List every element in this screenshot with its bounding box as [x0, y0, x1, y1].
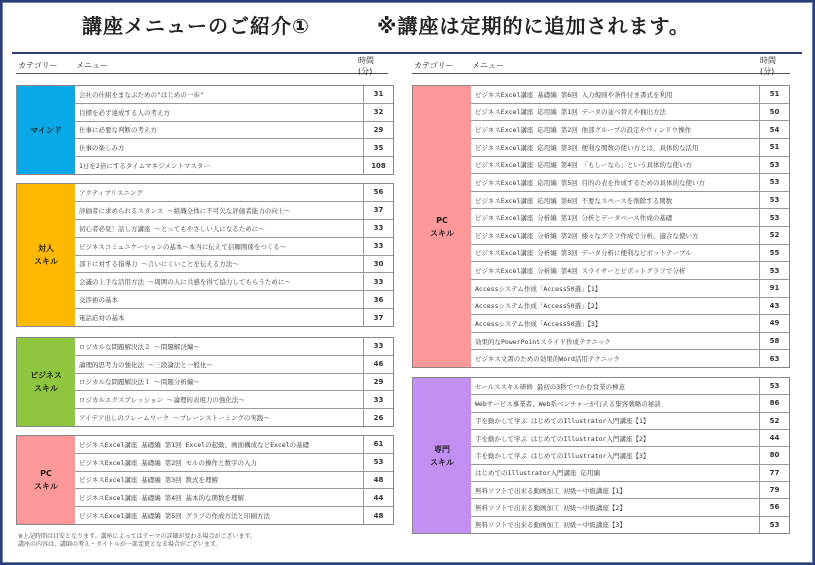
course-row: [75, 238, 393, 256]
course-duration: 91: [759, 280, 789, 297]
course-duration: 53: [759, 262, 789, 279]
course-row: [471, 465, 789, 482]
course-duration: 37: [363, 309, 393, 326]
course-title: アイデア出しのフレームワーク ～ブレーンストーミングの実践～: [79, 414, 270, 423]
course-duration: 53: [759, 517, 789, 533]
course-row: [471, 192, 789, 210]
course-rows: [75, 86, 393, 174]
course-duration: 43: [759, 298, 789, 315]
course-duration: 33: [363, 220, 393, 237]
course-duration: 51: [759, 86, 789, 103]
course-row: [471, 86, 789, 104]
course-duration: 49: [759, 315, 789, 332]
course-row: [471, 298, 789, 316]
left-section-2: [16, 337, 394, 427]
course-rows: [471, 86, 789, 367]
course-row: [471, 157, 789, 175]
course-title: 論理的思考力の強化法 ～三段論法と一般化～: [79, 360, 213, 369]
course-duration: 33: [363, 238, 393, 255]
course-title: ビジネスExcel講座 応用編 第2回 他部グループの設定やウィンドウ操作: [475, 126, 692, 135]
course-title: ビジネスコミュニケーションの基本～本当に伝えて信頼関係をつくる～: [79, 242, 287, 251]
course-row: [471, 280, 789, 298]
course-duration: 53: [759, 192, 789, 209]
course-row: [75, 507, 393, 524]
course-title: 仕事の楽しみ方: [79, 144, 125, 153]
course-title: 会社の仕組をまなぶための"はじめの一歩": [79, 90, 204, 99]
course-title: Accessシステム作成「Access50選」【1】: [475, 284, 602, 293]
course-duration: 80: [759, 447, 789, 463]
course-title: ビジネスExcel講座 分析編 第4回 スライサーとピボットグラフで分析: [475, 267, 686, 276]
course-duration: 52: [759, 227, 789, 244]
course-row: [75, 86, 393, 104]
course-duration: 51: [759, 139, 789, 156]
course-duration: 33: [363, 273, 393, 290]
course-title: ロジカルな問題解決法１ ～問題分析編～: [79, 378, 200, 387]
course-row: [471, 517, 789, 533]
category-cell: PC スキル: [413, 86, 471, 367]
course-duration: 54: [759, 121, 789, 138]
category-cell: 専門 スキル: [413, 378, 471, 533]
course-title: ビジネスExcel講座 応用編 第6回 不要なスペースを削除する関数: [475, 196, 673, 205]
course-row: [75, 309, 393, 326]
course-title: ビジネスExcel講座 分析編 第2回 様々なグラフ作成で分析、適合な使い方: [475, 231, 699, 240]
course-row: [75, 338, 393, 356]
course-row: [471, 447, 789, 464]
course-duration: 29: [363, 122, 393, 139]
course-title: ビジネスExcel講座 基礎編 第6回 入力規則や条件付き書式を利用: [475, 90, 673, 99]
course-row: [471, 262, 789, 280]
course-title: 部下に対する指導力 ～言いにくいことを伝える方法～: [79, 260, 239, 269]
course-row: [75, 184, 393, 202]
course-duration: 79: [759, 482, 789, 498]
course-row: [75, 157, 393, 174]
course-duration: 86: [759, 395, 789, 411]
course-duration: 44: [759, 430, 789, 446]
course-title: ビジネスExcel講座 基礎編 第4回 基本的な関数を理解: [79, 494, 245, 503]
course-duration: 58: [759, 333, 789, 350]
right-section-0: [412, 85, 790, 368]
course-duration: 37: [363, 202, 393, 219]
course-title: 交渉術の基本: [79, 296, 118, 305]
course-row: [471, 139, 789, 157]
course-title: ビジネスExcel講座 基礎編 第3回 数式を理解: [79, 476, 219, 485]
header-time: 時間(分): [358, 55, 374, 76]
course-duration: 52: [759, 413, 789, 429]
course-title: ビジネスExcel講座 応用編 第4回 「もしーなら」という具体的な使い方: [475, 161, 693, 170]
course-row: [75, 202, 393, 220]
right-section-1: [412, 377, 790, 534]
course-duration: 26: [363, 409, 393, 426]
course-title: 手を動かして学ぶ はじめてのIllustrator入門講座【2】: [475, 434, 650, 443]
header-category: カテゴリー: [414, 61, 454, 70]
course-duration: 56: [363, 184, 393, 201]
course-duration: 35: [363, 139, 393, 156]
course-duration: 48: [363, 507, 393, 524]
course-row: [75, 104, 393, 122]
course-duration: 108: [363, 157, 393, 174]
course-row: [75, 220, 393, 238]
course-row: [75, 374, 393, 392]
left-section-3: [16, 435, 394, 525]
course-title: ビジネス文書のための効果的Word活用テクニック: [475, 355, 620, 364]
course-row: [75, 489, 393, 507]
course-row: [471, 430, 789, 447]
course-title: 初心者必見！話し方講座 ～とってもやさしい人になるために～: [79, 224, 265, 233]
course-row: [75, 409, 393, 426]
course-title: 仕事に必要な判断の考え方: [79, 126, 157, 135]
category-cell: マインド: [17, 86, 75, 174]
left-table-header: [16, 55, 388, 76]
course-duration: 56: [759, 499, 789, 515]
course-duration: 36: [363, 291, 393, 308]
course-rows: [75, 436, 393, 524]
course-row: [75, 472, 393, 490]
footnote: ※上記時間は目安となります。講座によってはテーマの詳細が変わる場合がございます。 講座の内容は、講師の考え・タイトルが一部変更となる場合がございます。: [18, 533, 257, 548]
course-duration: 29: [363, 374, 393, 391]
course-duration: 55: [759, 245, 789, 262]
course-title: アクティブリスニング: [79, 188, 143, 197]
course-row: [75, 454, 393, 472]
course-title: 評価者に求められるスタンス ～組織全体に不可欠な評価者能力の向上～: [79, 206, 291, 215]
course-duration: 53: [363, 454, 393, 471]
left-section-1: [16, 183, 394, 327]
header-time: 時間(分): [760, 55, 776, 76]
course-duration: 53: [759, 378, 789, 394]
course-title: 無料ソフトで出来る動画加工 初級〜中級講座【1】: [475, 486, 626, 495]
course-title: ビジネスExcel講座 応用編 第1回 データの並べ替えや抽出方法: [475, 108, 667, 117]
course-title: 効果的なPowerPointスライド作成テクニック: [475, 337, 611, 346]
course-row: [471, 209, 789, 227]
course-title: ビジネスExcel講座 分析編 第1回 分析とデータベース作成の基礎: [475, 214, 673, 223]
course-duration: 30: [363, 256, 393, 273]
course-title: 手を動かして学ぶ はじめてのIllustrator入門講座【3】: [475, 451, 650, 460]
header-menu: メニュー: [472, 61, 504, 70]
course-row: [471, 315, 789, 333]
left-section-0: [16, 85, 394, 175]
course-title: はじめてのIllustrator入門講座 応用編: [475, 469, 600, 478]
course-row: [471, 121, 789, 139]
course-row: [75, 436, 393, 454]
course-title: 電話応対の基本: [79, 314, 125, 323]
course-title: ビジネスExcel講座 基礎編 第1回 Excelの起動、画面構成などExcelの基礎: [79, 440, 310, 449]
course-title: ビジネスExcel講座 応用編 第3回 便利な関数の使い方とは、具体的な活用: [475, 143, 699, 152]
course-row: [75, 291, 393, 309]
category-cell: 対人 スキル: [17, 184, 75, 326]
course-row: [75, 273, 393, 291]
course-duration: 33: [363, 391, 393, 408]
course-title: ビジネスExcel講座 基礎編 第2回 セルの操作と数字の入力: [79, 458, 258, 467]
course-duration: 50: [759, 104, 789, 121]
course-row: [471, 350, 789, 367]
course-row: [471, 245, 789, 263]
course-duration: 31: [363, 86, 393, 103]
header-category: カテゴリー: [18, 61, 58, 70]
course-row: [471, 395, 789, 412]
course-rows: [75, 184, 393, 326]
course-title: セールススキル研修 最初の3秒でつかむ営業の極意: [475, 382, 626, 391]
course-title: 目標を必ず達成する人の考え方: [79, 108, 170, 117]
right-table-header: [412, 55, 790, 76]
course-duration: 53: [759, 209, 789, 226]
course-row: [75, 391, 393, 409]
course-row: [75, 256, 393, 274]
course-row: [471, 378, 789, 395]
course-duration: 61: [363, 436, 393, 453]
course-row: [471, 104, 789, 122]
title-divider: [12, 52, 802, 54]
page-title: 講座メニューのご紹介①: [82, 14, 310, 38]
course-title: ロジカルエクスプレッション ～論理的表現力の強化法～: [79, 396, 245, 405]
course-title: ビジネスExcel講座 応用編 第5回 目的の表を作成するための具体的な使い方: [475, 178, 706, 187]
course-duration: 53: [759, 174, 789, 191]
course-duration: 77: [759, 465, 789, 481]
course-title: ビジネスExcel講座 分析編 第3回 データ分析に便利なピボットテーブル: [475, 249, 692, 258]
course-row: [75, 139, 393, 157]
header-menu: メニュー: [76, 61, 108, 70]
course-row: [471, 174, 789, 192]
course-title: 手を動かして学ぶ はじめてのIllustrator入門講座【1】: [475, 417, 650, 426]
course-title: ロジカルな問題解決法２ ～問題解決編～: [79, 342, 200, 351]
course-row: [471, 482, 789, 499]
category-cell: ビジネス スキル: [17, 338, 75, 426]
course-duration: 44: [363, 489, 393, 506]
course-row: [471, 413, 789, 430]
course-title: 会議の上手な活用方法 ～周囲の人に共感を得て協力してもらうために～: [79, 278, 291, 287]
course-title: Accessシステム作成「Access50選」【3】: [475, 319, 602, 328]
course-title: 1日を2倍にするタイムマネジメントマスター: [79, 162, 210, 171]
course-duration: 48: [363, 472, 393, 489]
page-subtitle: ※講座は定期的に追加されます。: [377, 14, 690, 38]
course-row: [471, 227, 789, 245]
course-row: [471, 499, 789, 516]
course-duration: 46: [363, 356, 393, 373]
course-row: [471, 333, 789, 351]
course-title: 無料ソフトで出来る動画加工 初級〜中級講座【3】: [475, 521, 626, 530]
course-title: Accessシステム作成「Access50選」【2】: [475, 302, 602, 311]
course-rows: [75, 338, 393, 426]
course-duration: 33: [363, 338, 393, 355]
course-row: [75, 122, 393, 140]
course-duration: 63: [759, 350, 789, 367]
course-rows: [471, 378, 789, 533]
course-title: Webサービス事業者、Web系ベンチャーが行える集客戦略の秘訣: [475, 399, 661, 408]
category-cell: PC スキル: [17, 436, 75, 524]
course-row: [75, 356, 393, 374]
course-title: 無料ソフトで出来る動画加工 初級〜中級講座【2】: [475, 503, 626, 512]
course-duration: 32: [363, 104, 393, 121]
course-title: ビジネスExcel講座 基礎編 第5回 グラフの作成方法と印刷方法: [79, 512, 271, 521]
course-duration: 53: [759, 157, 789, 174]
